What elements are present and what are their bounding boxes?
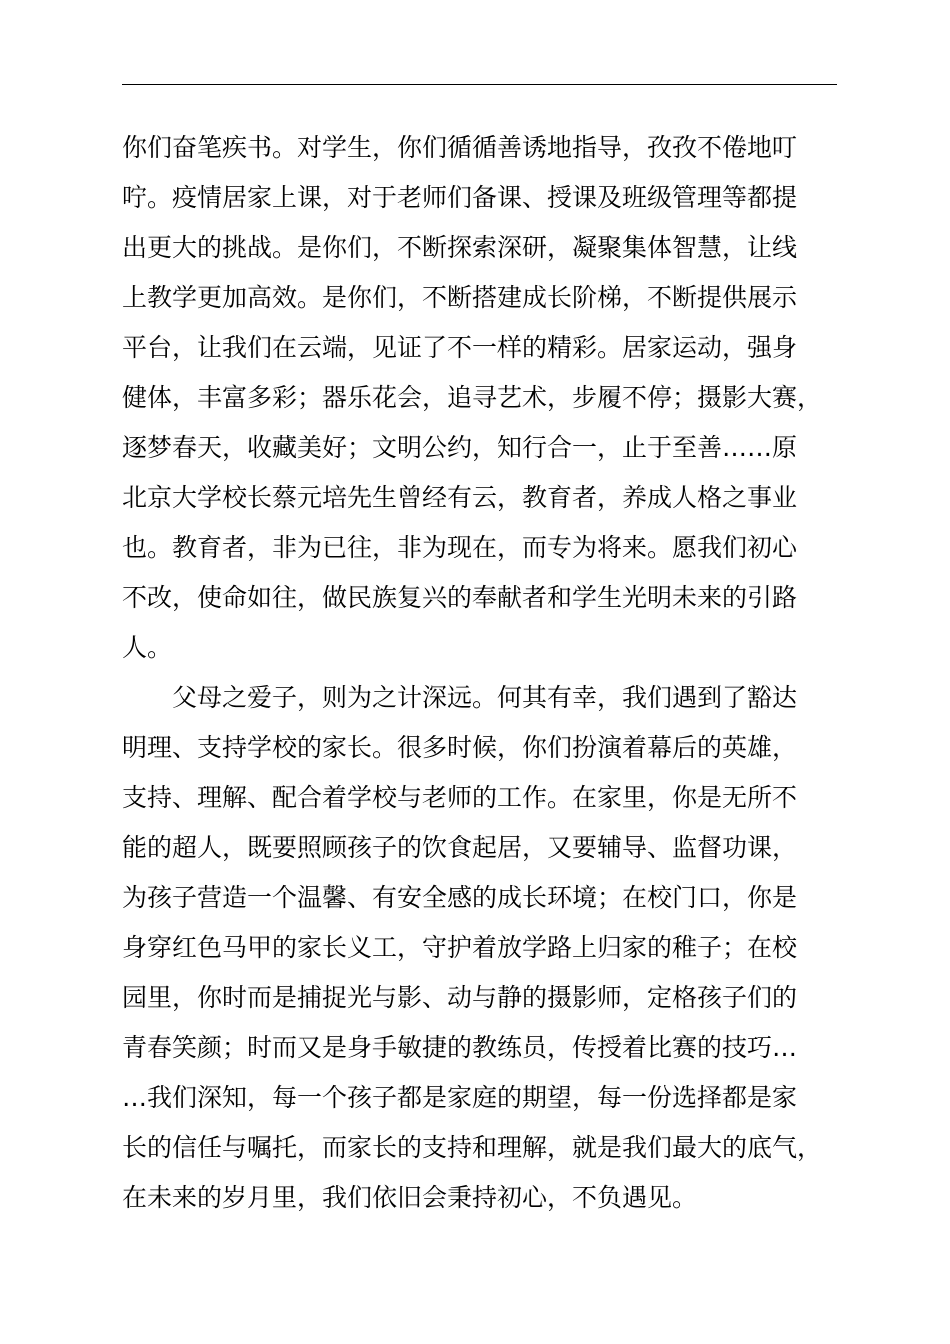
paragraph-2-line-4: 能的超人，既要照顾孩子的饮食起居，又要辅导、监督功课，: [122, 833, 798, 862]
paragraph-1-line-11: 人。: [122, 633, 173, 662]
paragraph-1-line-5: 平台，让我们在云端，见证了不一样的精彩。居家运动，强身: [122, 333, 798, 362]
paragraph-2-line-8: 青春笑颜；时而又是身手敏捷的教练员，传授着比赛的技巧…: [122, 1033, 798, 1062]
paragraph-2-line-3: 支持、理解、配合着学校与老师的工作。在家里，你是无所不: [122, 783, 798, 812]
paragraph-1-line-3: 出更大的挑战。是你们，不断探索深研，凝聚集体智慧，让线: [122, 233, 798, 262]
paragraph-2-line-1: 父母之爱子，则为之计深远。何其有幸，我们遇到了豁达: [172, 683, 798, 712]
header-rule: [122, 84, 837, 85]
paragraph-1-line-2: 咛。疫情居家上课，对于老师们备课、授课及班级管理等都提: [122, 183, 798, 212]
paragraph-1-line-10: 不改，使命如往，做民族复兴的奉献者和学生光明未来的引路: [122, 583, 798, 612]
paragraph-1-line-4: 上教学更加高效。是你们，不断搭建成长阶梯，不断提供展示: [122, 283, 798, 312]
paragraph-1-line-8: 北京大学校长蔡元培先生曾经有云，教育者，养成人格之事业: [122, 483, 798, 512]
paragraph-2-line-9: …我们深知，每一个孩子都是家庭的期望，每一份选择都是家: [122, 1083, 798, 1112]
paragraph-2-line-11: 在未来的岁月里，我们依旧会秉持初心，不负遇见。: [122, 1183, 698, 1212]
paragraph-1-line-7: 逐梦春天，收藏美好；文明公约，知行合一，止于至善……原: [122, 433, 798, 462]
paragraph-1-line-9: 也。教育者，非为已往，非为现在，而专为将来。愿我们初心: [122, 533, 798, 562]
paragraph-1-line-1: 你们奋笔疾书。对学生，你们循循善诱地指导，孜孜不倦地叮: [122, 133, 798, 162]
paragraph-2-line-6: 身穿红色马甲的家长义工，守护着放学路上归家的稚子；在校: [122, 933, 798, 962]
paragraph-1-line-6: 健体，丰富多彩；器乐花会，追寻艺术，步履不停；摄影大赛，: [122, 383, 823, 412]
paragraph-2-line-5: 为孩子营造一个温馨、有安全感的成长环境；在校门口，你是: [122, 883, 798, 912]
paragraph-2-line-2: 明理、支持学校的家长。很多时候，你们扮演着幕后的英雄，: [122, 733, 798, 762]
paragraph-2-line-10: 长的信任与嘱托，而家长的支持和理解，就是我们最大的底气，: [122, 1133, 823, 1162]
paragraph-2-line-7: 园里，你时而是捕捉光与影、动与静的摄影师，定格孩子们的: [122, 983, 798, 1012]
